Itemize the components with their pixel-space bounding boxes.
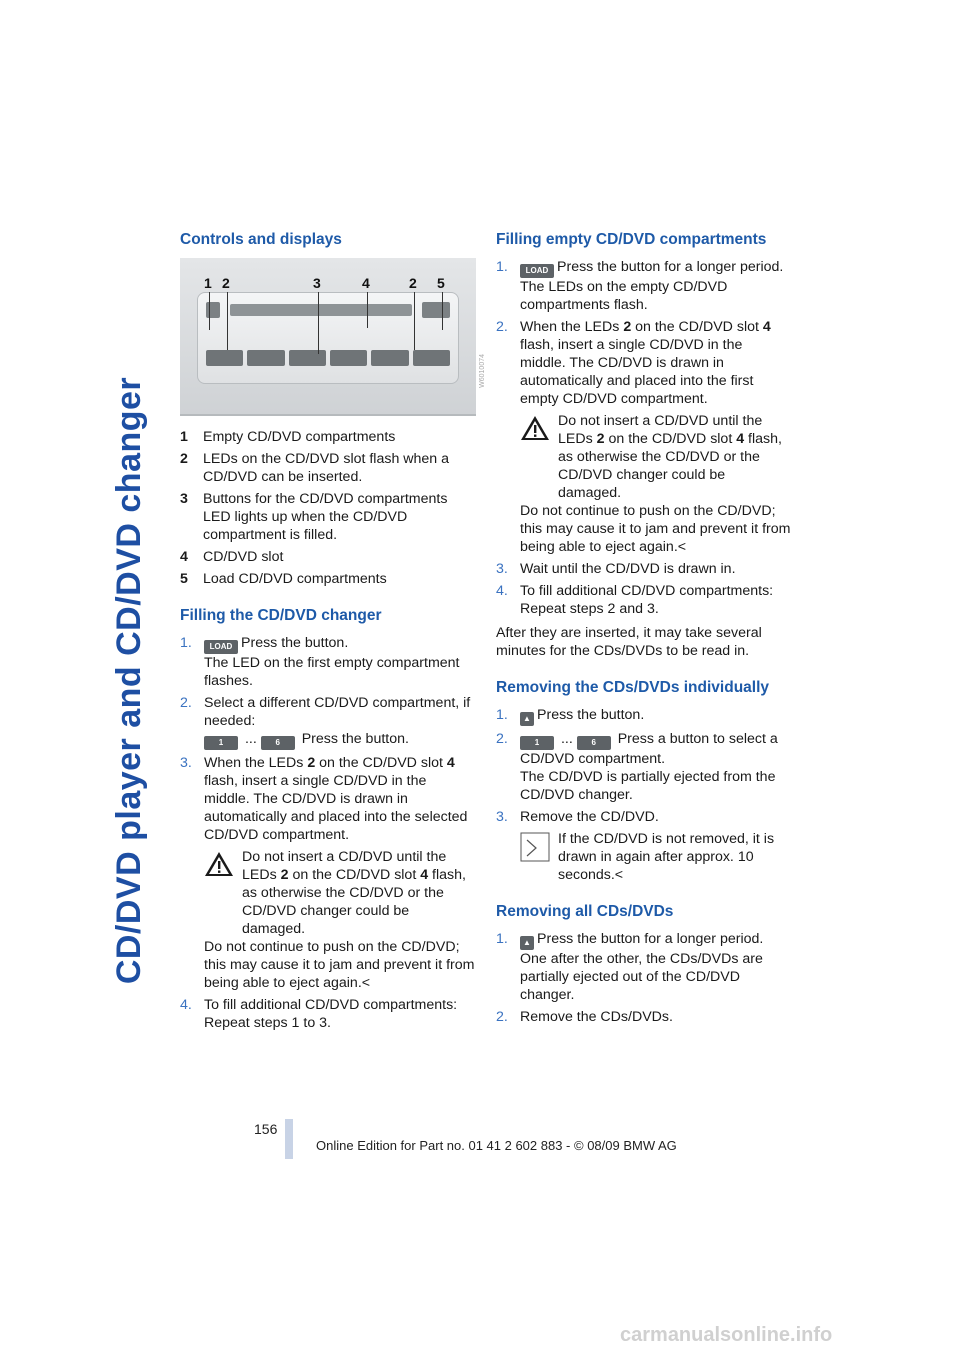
- figure-code: W6010074: [479, 354, 486, 388]
- step-item: 1. LOAD Press the button. The LED on the first empty compartment flashes.: [180, 635, 460, 689]
- step-item: 1. LOAD Press the button for a longer period. The LEDs on the empty CD/DVD compartments flash.: [496, 259, 784, 313]
- compartment-button-3: [289, 350, 326, 366]
- figure-label: 3: [313, 275, 321, 291]
- leader-line: [209, 292, 210, 330]
- right-column: [496, 230, 792, 1030]
- figure-label: 2: [222, 275, 230, 291]
- warning-note: Do not insert a CD/DVD until the LEDs 2 on the CD/DVD slot 4 flash, as otherwise the CD/DVD or the CD/DVD changer could be damaged. Do not continue to push on the CD/DVD; this may cause it to jam and prevent it from being able to eject again.<: [204, 849, 475, 991]
- legend-item: 4 CD/DVD slot: [180, 549, 284, 565]
- step-item: 3. Remove the CD/DVD.: [496, 809, 659, 825]
- leader-line: [442, 292, 443, 330]
- step-item: 4. To fill additional CD/DVD compartments: Repeat steps 2 and 3.: [496, 583, 774, 617]
- eject-button-icon: ▲: [520, 936, 534, 950]
- load-button-icon: LOAD: [204, 640, 238, 654]
- figure-label: 2: [409, 275, 417, 291]
- side-section-title: CD/DVD player and CD/DVD changer: [110, 376, 149, 984]
- heading-filling-changer: Filling the CD/DVD changer: [180, 607, 382, 624]
- step-item: 3. When the LEDs 2 on the CD/DVD slot 4 flash, insert a single CD/DVD in the middle. The CD/DVD is drawn in automatically and placed into the selected CD/DVD compartment.: [180, 755, 468, 843]
- figure-label: 4: [362, 275, 370, 291]
- compartment-1-button-icon: 1: [204, 736, 238, 750]
- warning-triangle-icon: [520, 414, 550, 442]
- figure-label: 5: [437, 275, 445, 291]
- compartment-6-button-icon: 6: [261, 736, 295, 750]
- footer-accent-bar: [285, 1119, 293, 1159]
- heading-filling-empty: Filling empty CD/DVD compartments: [496, 231, 767, 248]
- after-insert-paragraph: After they are inserted, it may take several minutes for the CDs/DVDs to be read in.: [496, 625, 762, 659]
- legend-item: 2 LEDs on the CD/DVD slot flash when a CD/DVD can be inserted.: [180, 451, 450, 485]
- changer-panel-illustration: [197, 292, 459, 384]
- left-column: [180, 230, 486, 1036]
- heading-controls-displays: Controls and displays: [180, 231, 342, 248]
- step-item: 4. To fill additional CD/DVD compartments: Repeat steps 1 to 3.: [180, 997, 458, 1031]
- step-item: 3. Wait until the CD/DVD is drawn in.: [496, 561, 736, 577]
- compartment-button-6: [413, 350, 450, 366]
- warning-note: Do not insert a CD/DVD until the LEDs 2 on the CD/DVD slot 4 flash, as otherwise the CD/DVD or the CD/DVD changer could be damaged. Do not continue to push on the CD/DVD; this may cause it to jam and prevent it from being able to eject again.<: [520, 413, 791, 555]
- legend-item: 3 Buttons for the CD/DVD compartments LED lights up when the CD/DVD compartment is filled.: [180, 491, 448, 543]
- cd-slot-illustration: [230, 304, 412, 316]
- note-icon: [520, 832, 550, 862]
- figure-label: 1: [204, 275, 212, 291]
- legend-item: 5 Load CD/DVD compartments: [180, 571, 387, 587]
- leader-line: [227, 292, 228, 350]
- step-item: 1. ▲ Press the button.: [496, 706, 792, 726]
- leader-line: [318, 292, 319, 354]
- leader-line: [367, 292, 368, 328]
- step-item: 2. Select a different CD/DVD compartment, if needed: 1 ... 6 Press the button.: [180, 694, 476, 750]
- step-item: 1. ▲ Press the button for a longer period. One after the other, the CDs/DVDs are partially ejected out of the CD/DVD changer.: [496, 931, 764, 1003]
- changer-figure: [180, 258, 486, 416]
- warning-triangle-icon: [204, 850, 234, 878]
- watermark: carmanualsonline.info: [620, 1324, 833, 1346]
- compartment-button-4: [330, 350, 367, 366]
- legend-item: 1 Empty CD/DVD compartments: [180, 429, 396, 445]
- step-item: 2. Remove the CDs/DVDs.: [496, 1009, 673, 1025]
- step-item: 2. 1 ... 6 Press a button to select a CD/DVD compartment. The CD/DVD is partially ejected from the CD/DVD changer.: [496, 731, 778, 803]
- compartment-6-button-icon: 6: [577, 736, 611, 750]
- heading-removing-individually: Removing the CDs/DVDs individually: [496, 679, 770, 696]
- compartment-1-button-icon: 1: [520, 736, 554, 750]
- compartment-button-5: [371, 350, 408, 366]
- compartment-buttons-illustration: [206, 350, 450, 366]
- load-button-icon: LOAD: [520, 264, 554, 278]
- compartment-button-2: [247, 350, 284, 366]
- load-button-illustration: [422, 302, 450, 318]
- leader-line: [414, 292, 415, 350]
- info-note: If the CD/DVD is not removed, it is drawn in again after approx. 10 seconds.<: [520, 830, 792, 884]
- page-number: 156: [254, 1121, 278, 1137]
- eject-button-icon: ▲: [520, 712, 534, 726]
- heading-removing-all: Removing all CDs/DVDs: [496, 903, 674, 920]
- step-item: 2. When the LEDs 2 on the CD/DVD slot 4 flash, insert a single CD/DVD in the middle. The CD/DVD is drawn in automatically and placed into the first empty CD/DVD compartment.: [496, 319, 771, 407]
- compartment-button-1: [206, 350, 243, 366]
- footer-edition: Online Edition for Part no. 01 41 2 602 883 - © 08/09 BMW AG: [316, 1138, 677, 1153]
